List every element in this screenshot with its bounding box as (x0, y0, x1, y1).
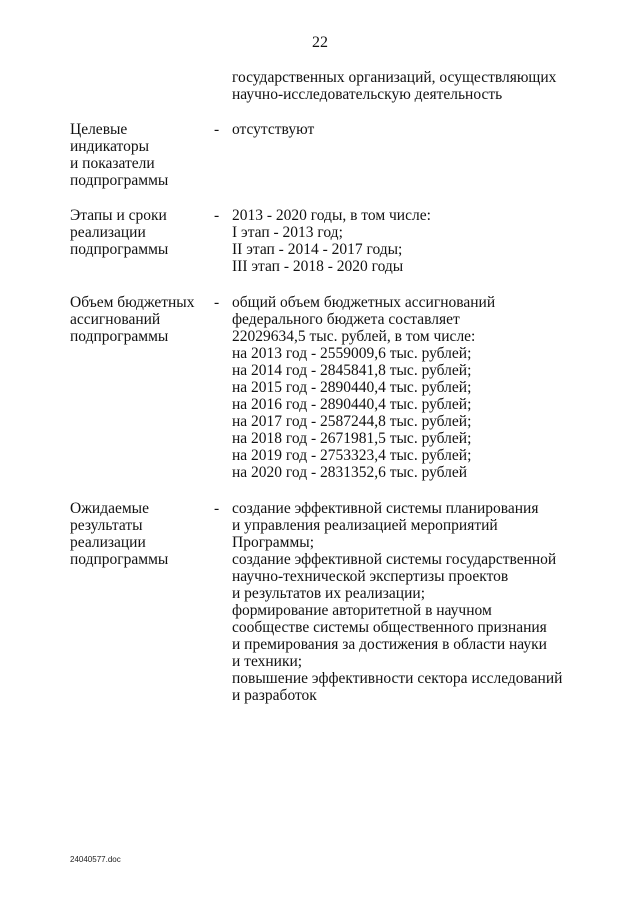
continuation-line: государственных организаций, осуществляющих (232, 69, 557, 86)
label-line: реализации (70, 534, 146, 551)
label-line: подпрограммы (70, 172, 169, 189)
value-line: и техники; (232, 653, 303, 670)
value-line: формирование авторитетной в научном (232, 602, 492, 619)
row-value (232, 500, 592, 704)
label-line: Целевые (70, 121, 128, 138)
row-dash: - (214, 121, 220, 138)
document-filename: 24040577.doc (70, 855, 121, 864)
value-line: и результатов их реализации; (232, 585, 426, 602)
label-line: подпрограммы (70, 241, 169, 258)
value-line: и премирования за достижения в области науки (232, 636, 547, 653)
label-line: индикаторы (70, 138, 150, 155)
value-line: общий объем бюджетных ассигнований (232, 294, 496, 311)
row-label (70, 500, 205, 568)
value-line: на 2013 год - 2559009,6 тыс. рублей; (232, 345, 472, 362)
row-label (70, 121, 205, 189)
value-line: научно-технической экспертизы проектов (232, 568, 509, 585)
value-line: на 2014 год - 2845841,8 тыс. рублей; (232, 362, 472, 379)
value-line: повышение эффективности сектора исследований (232, 670, 563, 687)
value-line: на 2019 год - 2753323,4 тыс. рублей; (232, 447, 472, 464)
row-value (232, 207, 592, 275)
row-dash: - (214, 294, 220, 311)
continuation-text (232, 69, 592, 103)
value-line: II этап - 2014 - 2017 годы; (232, 241, 403, 258)
continuation-line: научно-исследовательскую деятельность (232, 86, 503, 103)
value-line: на 2020 год - 2831352,6 тыс. рублей (232, 464, 468, 481)
value-line: на 2015 год - 2890440,4 тыс. рублей; (232, 379, 472, 396)
row-value (232, 294, 592, 481)
value-line: на 2016 год - 2890440,4 тыс. рублей; (232, 396, 472, 413)
row-label (70, 294, 205, 345)
row-dash: - (214, 500, 220, 517)
row-value (232, 121, 592, 138)
row-dash: - (214, 207, 220, 224)
value-line: сообществе системы общественного признания (232, 619, 547, 636)
value-line: создание эффективной системы государственной (232, 551, 557, 568)
label-line: и показатели (70, 155, 155, 172)
label-line: подпрограммы (70, 551, 169, 568)
value-line: на 2017 год - 2587244,8 тыс. рублей; (232, 413, 472, 430)
page-number: 22 (312, 34, 328, 51)
value-line: и управления реализацией мероприятий (232, 517, 498, 534)
label-line: реализации (70, 224, 146, 241)
label-line: подпрограммы (70, 328, 169, 345)
label-line: Этапы и сроки (70, 207, 167, 224)
value-line: создание эффективной системы планирования (232, 500, 539, 517)
value-line: Программы; (232, 534, 315, 551)
label-line: результаты (70, 517, 143, 534)
label-line: Объем бюджетных (70, 294, 195, 311)
value-line: 22029634,5 тыс. рублей, в том числе: (232, 328, 476, 345)
value-line: I этап - 2013 год; (232, 224, 343, 241)
value-line: и разработок (232, 687, 317, 704)
value-line: на 2018 год - 2671981,5 тыс. рублей; (232, 430, 472, 447)
label-line: ассигнований (70, 311, 161, 328)
value-line: федерального бюджета составляет (232, 311, 460, 328)
value-line: 2013 - 2020 годы, в том числе: (232, 207, 431, 224)
row-label (70, 207, 205, 258)
value-line: III этап - 2018 - 2020 годы (232, 258, 404, 275)
label-line: Ожидаемые (70, 500, 149, 517)
value-line: отсутствуют (232, 121, 315, 138)
